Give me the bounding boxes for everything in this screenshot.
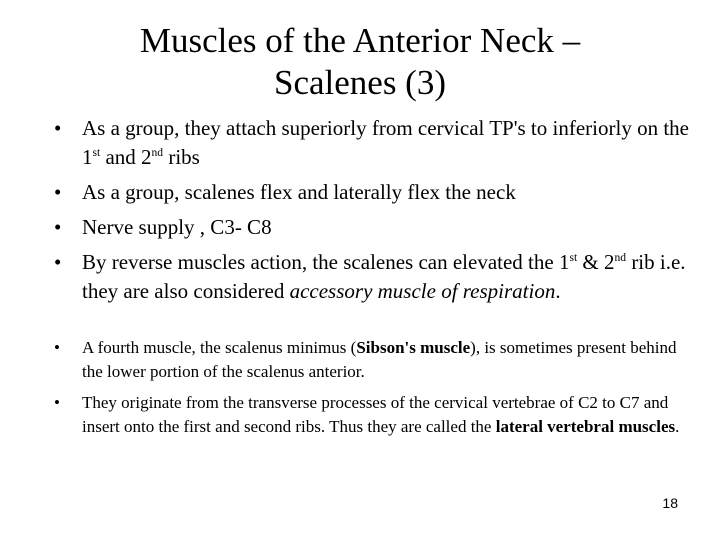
bullet-nerve-supply: [54, 213, 694, 242]
bullet-marker: •: [54, 338, 60, 357]
bullet-marker: •: [54, 215, 62, 239]
accessory-muscle-term: accessory muscle of respiration: [289, 279, 556, 303]
bullet-scalenus-minimus: [54, 336, 694, 384]
slide-title-line-2: Scalenes (3): [273, 63, 446, 102]
bullet-text: By reverse muscles action, the scalenes can elevated the 1st & 2nd rib i.e. they are also considered accessory muscle of respiration.: [82, 250, 686, 303]
slide-title: [60, 20, 660, 104]
bullet-marker: •: [54, 250, 62, 274]
bullet-reverse-action: [54, 248, 694, 306]
bullet-marker: •: [54, 180, 62, 204]
main-bullet-list: [54, 114, 694, 312]
sibsons-muscle-term: Sibson's muscle: [356, 338, 471, 357]
bullet-attachment: [54, 114, 694, 172]
bullet-action: [54, 178, 694, 207]
bullet-marker: •: [54, 393, 60, 412]
bullet-text: As a group, they attach superiorly from cervical TP's to inferiorly on the 1st and 2nd ribs: [82, 116, 689, 169]
bullet-text: Nerve supply , C3- C8: [82, 215, 272, 239]
slide-title-line-1: Muscles of the Anterior Neck –: [139, 21, 581, 60]
bullet-marker: •: [54, 116, 62, 140]
page-number: 18: [662, 495, 678, 511]
bullet-text: A fourth muscle, the scalenus minimus (Sibson's muscle), is sometimes present behind the lower portion of the scalenus anterior.: [82, 338, 677, 381]
bullet-text: They originate from the transverse processes of the cervical vertebrae of C2 to C7 and insert onto the first and second ribs. Thus they are called the lateral vertebral muscles.: [82, 393, 680, 436]
bullet-origin-insertion: [54, 391, 694, 439]
secondary-bullet-list: [54, 336, 694, 446]
lateral-vertebral-muscles-term: lateral vertebral muscles: [495, 417, 676, 436]
bullet-text: As a group, scalenes flex and laterally flex the neck: [82, 180, 516, 204]
